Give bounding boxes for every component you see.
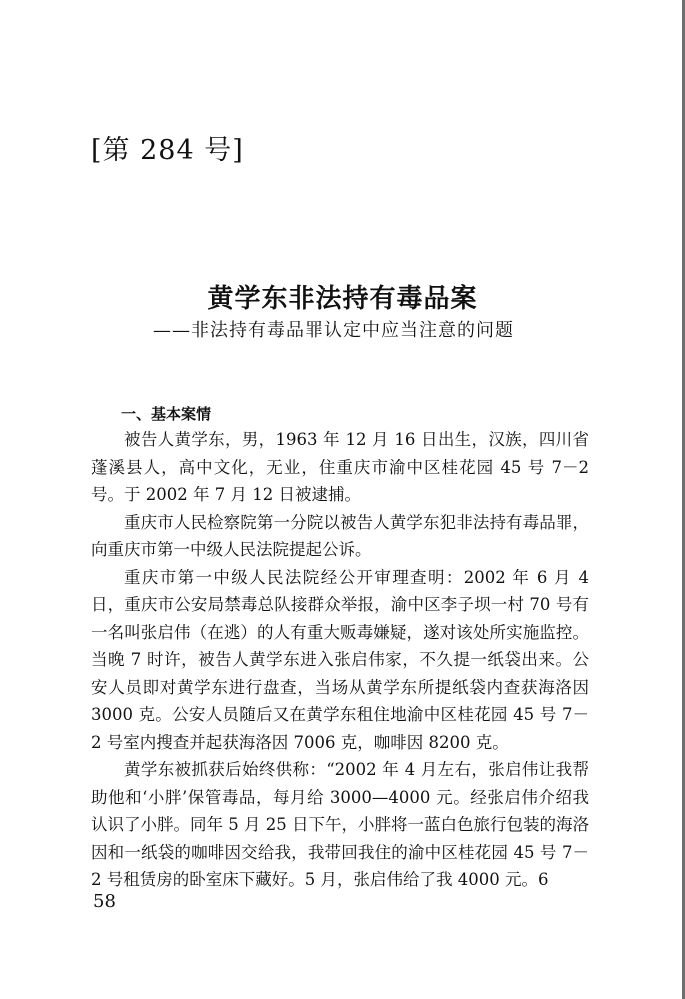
paragraph-defendant-info: 被告人黄学东，男，1963 年 12 月 16 日出生，汉族，四川省蓬溪县人，高中文化，无业，住重庆市渝中区桂花园 45 号 7－2 号。于 2002 年 7 月 12 日被逮捕。 xyxy=(91,430,589,504)
case-title: 黄学东非法持有毒品案 xyxy=(207,284,478,314)
section-heading: 一、基本案情 xyxy=(121,405,212,423)
case-number: [第 284 号] xyxy=(91,135,244,166)
body-text xyxy=(91,426,589,894)
paragraph-confession: 黄学东被抓获后始终供称：“2002 年 4 月左右，张启伟让我帮助他和‘小胖’保管毒品，每月给 3000—4000 元。经张启伟介绍我认识了小胖。同年 5 月 25 日下午，小胖将一蓝白色旅行包装的海洛因和一纸袋的咖啡因交给我，我带回我住的渝中区桂花园 45 号 7－2 号租赁房的卧室床下藏好。5 月，张启伟给了我 4000 元。6 xyxy=(91,760,589,889)
case-subtitle: ——非法持有毒品罪认定中应当注意的问题 xyxy=(153,320,514,341)
paragraph-court-findings: 重庆市第一中级人民法院经公开审理查明：2002 年 6 月 4 日，重庆市公安局禁毒总队接群众举报，渝中区李子坝一村 70 号有一名叫张启伟（在逃）的人有重大贩毒嫌疑，遂对该处所实施监控。当晚 7 时许，被告人黄学东进入张启伟家，不久提一纸袋出来。公安人员即对黄学东进行盘查，当场从黄学东所提纸袋内查获海洛因 3000 克。公安人员随后又在黄学东租住地渝中区桂花园 45 号 7－2 号室内搜查并起获海洛因 7006 克，咖啡因 8200 克。 xyxy=(91,567,589,752)
page-number: 58 xyxy=(93,891,116,912)
paragraph-prosecution: 重庆市人民检察院第一分院以被告人黄学东犯非法持有毒品罪，向重庆市第一中级人民法院提起公诉。 xyxy=(91,512,589,559)
